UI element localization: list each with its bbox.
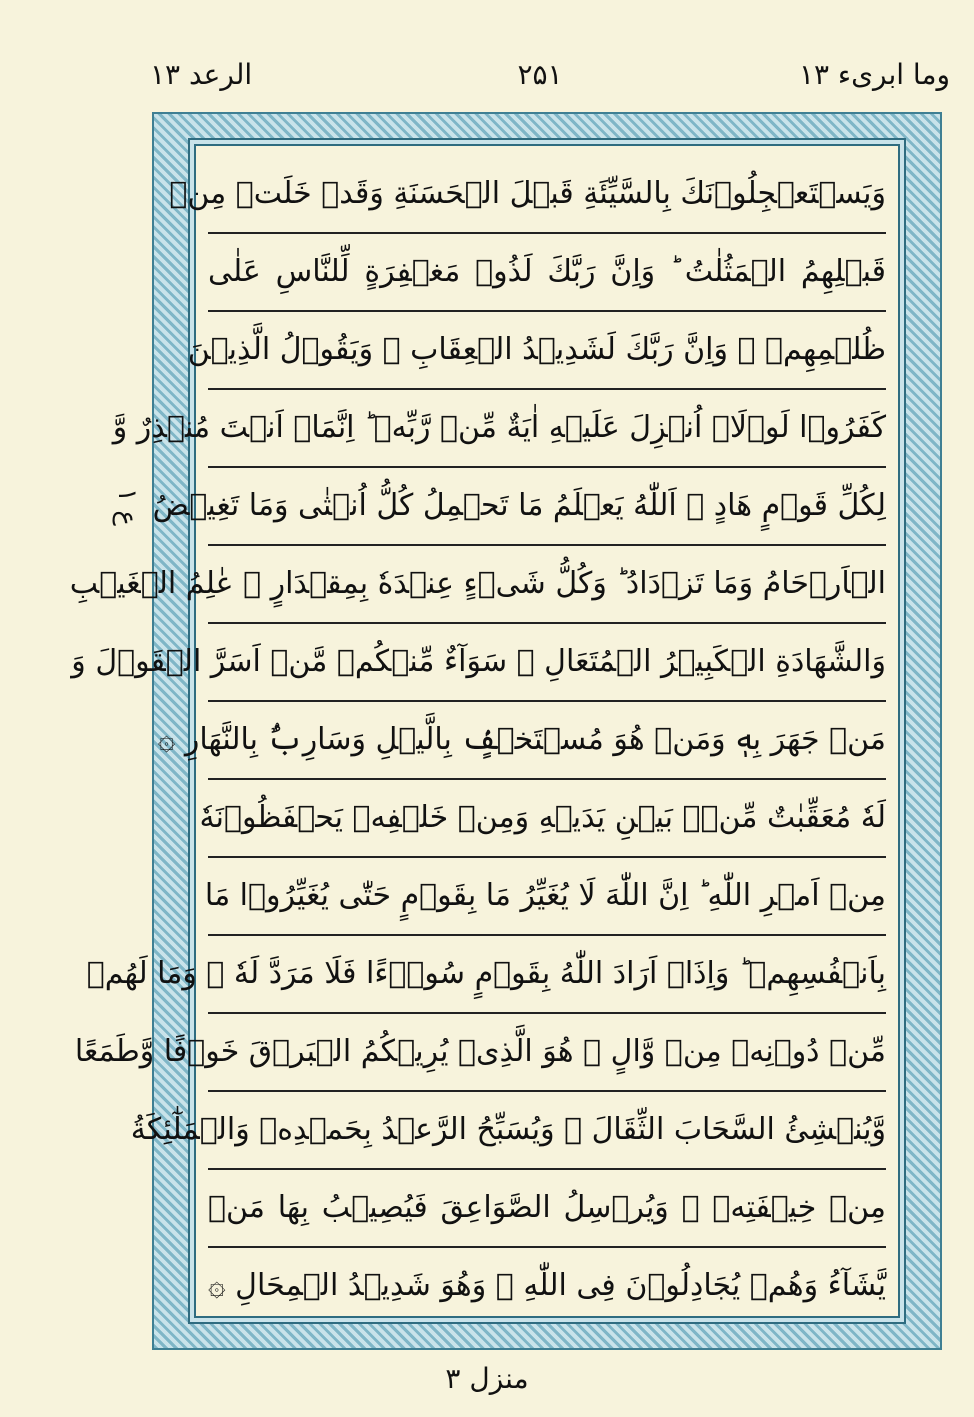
text-line: كَفَرُوۡا لَوۡلَاۤ اُنۡزِلَ عَلَيۡهِ اٰيَةٌ مِّنۡ رَّبِّهٖ ؕ اِنَّمَاۤ اَنۡتَ مُنۡذِرٌ وَّ: [208, 390, 886, 468]
page-header: [130, 58, 950, 98]
text-line: لِكُلِّ قَوۡمٍ هَادٍ ۞ اَللّٰهُ يَعۡلَمُ مَا تَحۡمِلُ كُلُّ اُنۡثٰى وَمَا تَغِيۡضُ: [208, 468, 886, 546]
text-line: يَّشَآءُ وَهُمۡ يُجَادِلُوۡنَ فِى اللّٰهِ ۚ وَهُوَ شَدِيۡدُ الۡمِحَالِ ۞: [208, 1268, 886, 1303]
text-line: مِنۡ خِيۡفَتِهٖ ۚ وَيُرۡسِلُ الصَّوَاعِقَ فَيُصِيۡبُ بِهَا مَنۡ: [208, 1170, 886, 1248]
header-surah-name: الرعد ۱۳: [150, 58, 253, 91]
text-line: ظُلۡمِهِمۡ ۚ وَاِنَّ رَبَّكَ لَشَدِيۡدُ الۡعِقَابِ ۞ وَيَقُوۡلُ الَّذِيۡنَ: [208, 312, 886, 390]
text-line: الۡاَرۡحَامُ وَمَا تَزۡدَادُ ؕ وَكُلُّ شَىۡءٍ عِنۡدَهٗ بِمِقۡدَارٍ ۞ عٰلِمُ الۡغَيۡبِ: [208, 546, 886, 624]
text-line: لَهٗ مُعَقِّبٰتٌ مِّنۡۢ بَيۡنِ يَدَيۡهِ وَمِنۡ خَلۡفِهٖ يَحۡفَظُوۡنَهٗ: [208, 780, 886, 858]
manzil-footer: منزل ۳: [445, 1362, 529, 1395]
text-line: وَّيُنۡشِئُ السَّحَابَ الثِّقَالَ ۞ وَيُسَبِّحُ الرَّعۡدُ بِحَمۡدِهٖ وَالۡمَلٰٓئِكَةُ: [208, 1092, 886, 1170]
text-line: قَبۡلِهِمُ الۡمَثُلٰتُ ؕ وَاِنَّ رَبَّكَ لَذُوۡ مَغۡفِرَةٍ لِّلنَّاسِ عَلٰى: [208, 234, 886, 312]
text-line: وَيَسۡتَعۡجِلُوۡنَكَ بِالسَّيِّئَةِ قَبۡلَ الۡحَسَنَةِ وَقَدۡ خَلَتۡ مِنۡ: [208, 156, 886, 234]
header-para-name: وما ابریء ۱۳: [798, 58, 950, 91]
page-number: ۲۵۱: [517, 58, 563, 91]
text-line: مِنۡ اَمۡرِ اللّٰهِ ؕ اِنَّ اللّٰهَ لَا يُغَيِّرُ مَا بِقَوۡمٍ حَتّٰى يُغَيِّرُوۡا مَا: [208, 858, 886, 936]
text-line: بِاَنۡفُسِهِمۡ ؕ وَاِذَاۤ اَرَادَ اللّٰهُ بِقَوۡمٍ سُوۡۤءًا فَلَا مَرَدَّ لَهٗ ۚ وَمَا لَهُمۡ: [208, 936, 886, 1014]
text-line: وَالشَّهَادَةِ الۡكَبِيۡرُ الۡمُتَعَالِ ۞ سَوَآءٌ مِّنۡكُمۡ مَّنۡ اَسَرَّ الۡقَوۡلَ وَ: [208, 624, 886, 702]
ruku-marker: ع ۱: [111, 488, 142, 526]
text-line: مَنۡ جَهَرَ بِهٖ وَمَنۡ هُوَ مُسۡتَخۡفٍۢ بِالَّيۡلِ وَسَارِبٌۢ بِالنَّهَارِ ۞: [208, 702, 886, 780]
text-line: مِّنۡ دُوۡنِهٖ مِنۡ وَّالٍ ۞ هُوَ الَّذِىۡ يُرِيۡكُمُ الۡبَرۡقَ خَوۡفًا وَّطَمَعًا: [208, 1014, 886, 1092]
